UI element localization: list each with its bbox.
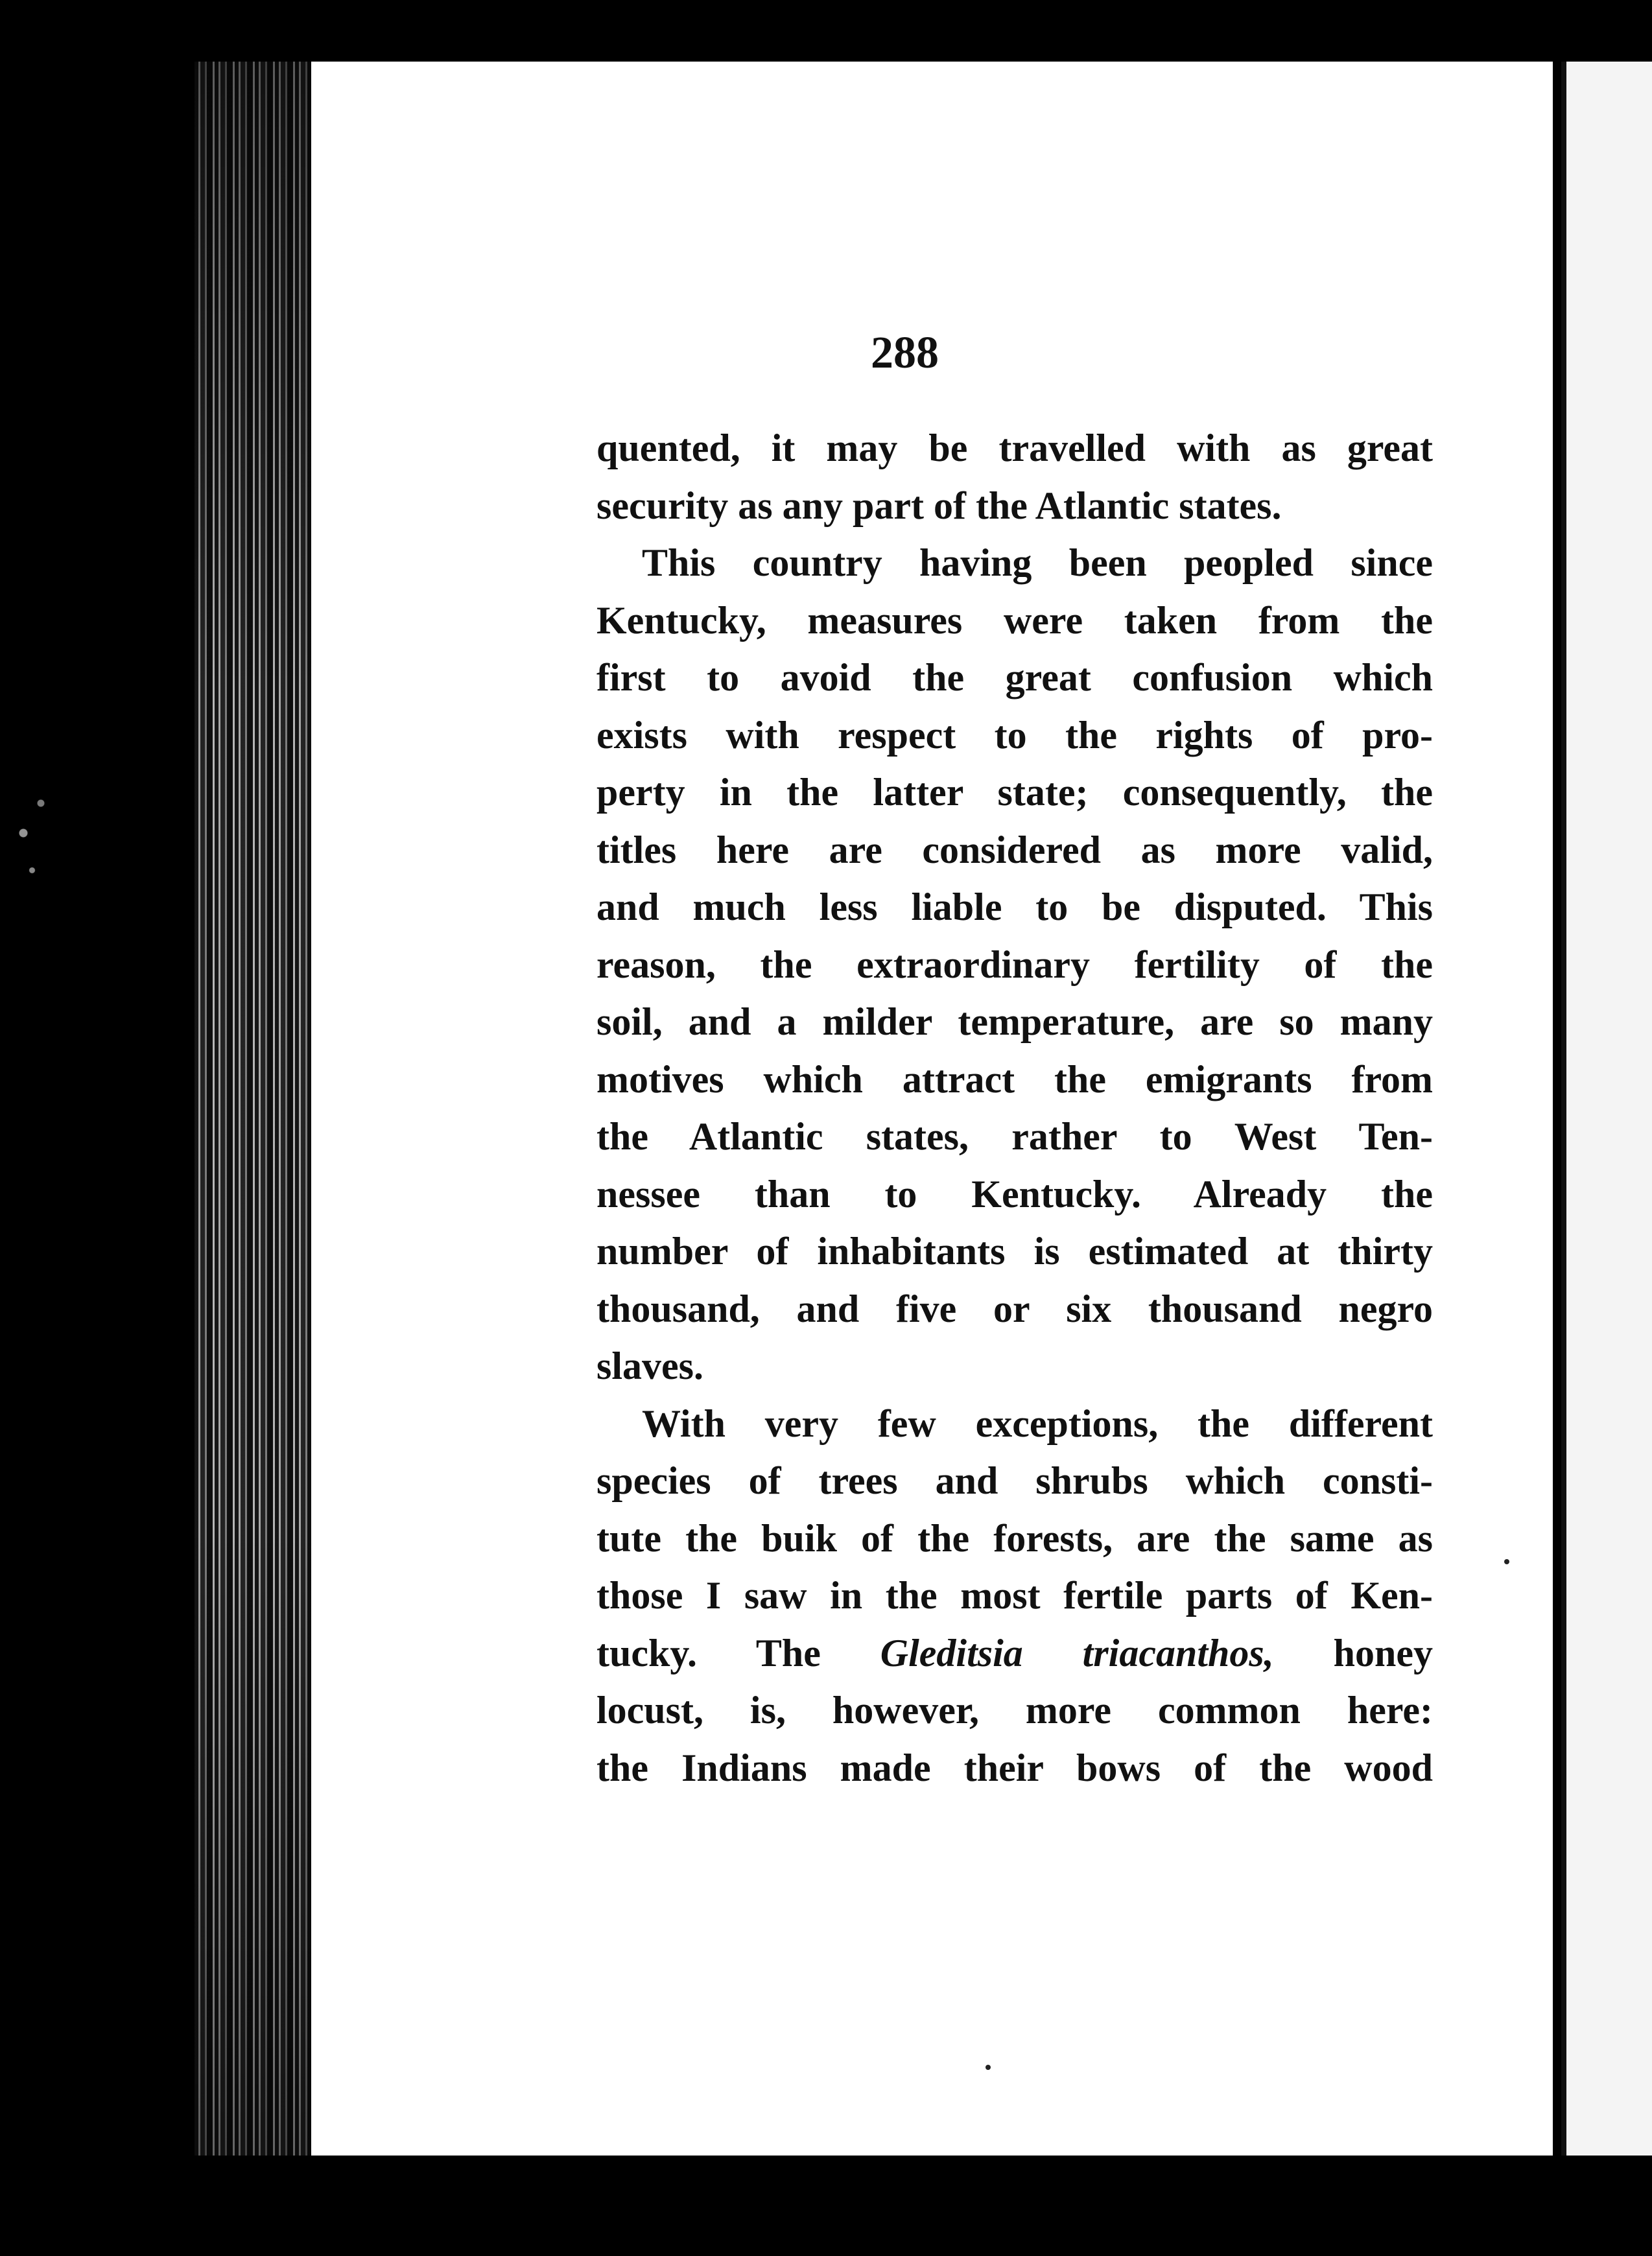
text-line: and much less liable to be disputed. This — [596, 886, 1433, 928]
text-line: thousand, and five or six thousand negro — [596, 1287, 1433, 1330]
text-line: perty in the latter state; consequently, the — [596, 771, 1433, 814]
text-line: Kentucky, measures were taken from the — [596, 598, 1433, 642]
facing-page-edge — [1561, 62, 1652, 2156]
ink-speck — [985, 2065, 991, 2070]
text-run: honey — [1273, 1631, 1433, 1674]
text-line: security as any part of the Atlantic states. — [596, 484, 1282, 527]
page-number: 288 — [871, 328, 939, 378]
italic-species-name: Gleditsia triacanthos, — [880, 1631, 1274, 1674]
body-text — [596, 419, 1433, 1796]
text-line: motives which attract the emigrants from — [596, 1057, 1433, 1101]
text-line: soil, and a milder temperature, are so many — [596, 1000, 1433, 1043]
text-line: locust, is, however, more common here: — [596, 1689, 1433, 1732]
text-line: tute the buik of the forests, are the same as — [596, 1516, 1433, 1560]
book-page — [311, 62, 1553, 2156]
text-line: exists with respect to the rights of pro- — [596, 713, 1433, 757]
text-line: number of inhabitants is estimated at thirty — [596, 1230, 1433, 1273]
text-run: tucky. The — [596, 1631, 880, 1674]
text-line: slaves. — [596, 1345, 703, 1387]
ink-speck — [1504, 1559, 1509, 1564]
text-line — [596, 1625, 1433, 1682]
text-line: the Atlantic states, rather to West Ten- — [596, 1115, 1433, 1158]
text-line: This country having been peopled since — [642, 541, 1433, 584]
text-line: reason, the extraordinary fertility of the — [596, 943, 1433, 986]
text-line: With very few exceptions, the different — [642, 1402, 1433, 1445]
scan-speckle — [0, 758, 58, 908]
text-line: first to avoid the great confusion which — [596, 656, 1433, 699]
text-line: species of trees and shrubs which consti- — [596, 1459, 1433, 1502]
text-line: quented, it may be travelled with as great — [596, 427, 1433, 469]
text-line: the Indians made their bows of the wood — [596, 1746, 1433, 1789]
text-line: those I saw in the most fertile parts of Ken- — [596, 1574, 1433, 1617]
text-line: nessee than to Kentucky. Already the — [596, 1172, 1433, 1216]
text-line: titles here are considered as more valid, — [596, 828, 1433, 871]
